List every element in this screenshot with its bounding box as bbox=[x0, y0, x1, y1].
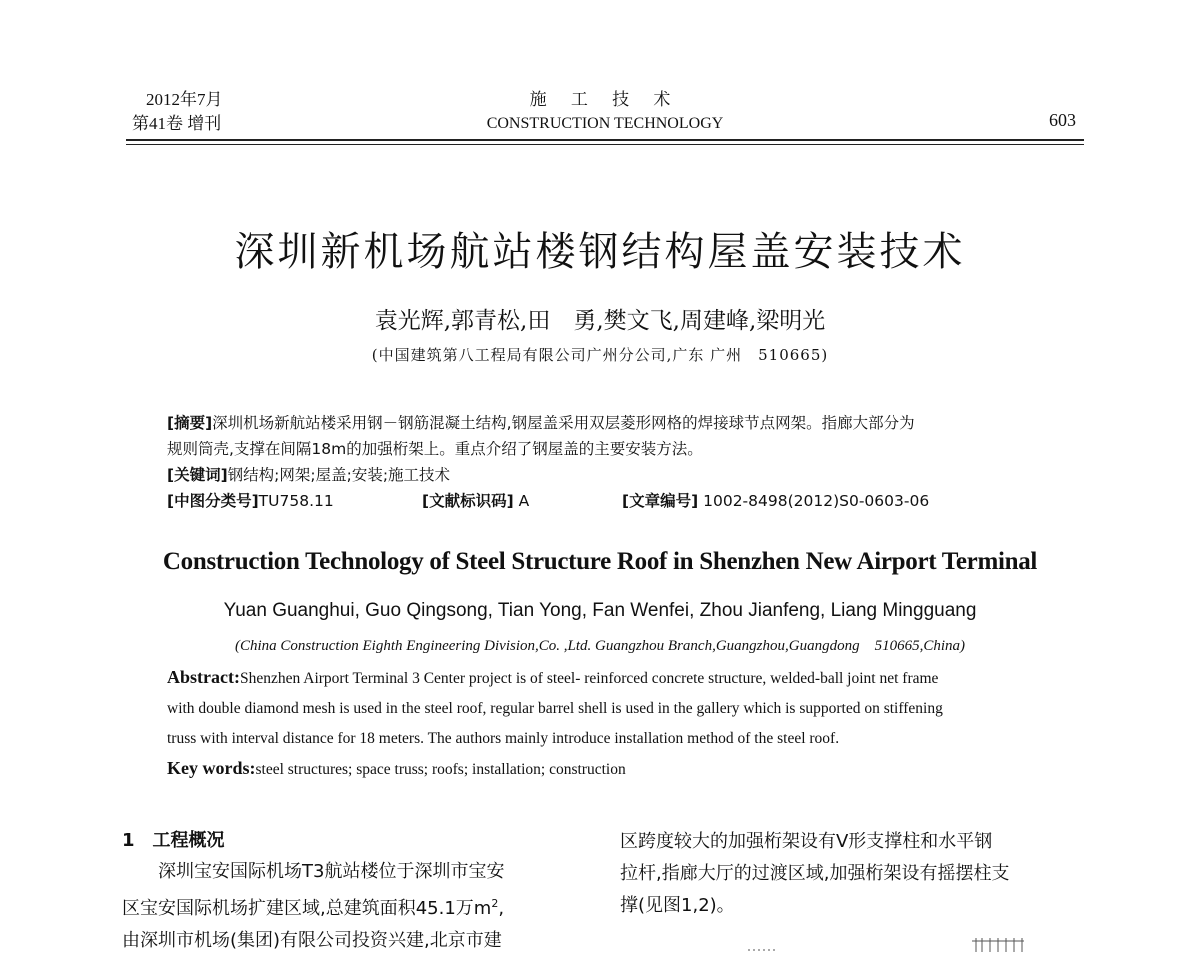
abstract-en bbox=[167, 662, 1047, 754]
doc-code-label: [文献标识码] bbox=[422, 492, 514, 510]
keywords-zh-label: [关键词] bbox=[167, 466, 228, 484]
clc-value: TU758.11 bbox=[258, 492, 334, 510]
body-left-line1: 深圳宝安国际机场T3航站楼位于深圳市宝安 bbox=[158, 861, 505, 882]
page-number: 603 bbox=[1049, 110, 1076, 130]
body-left-line2-text: 区宝安国际机场扩建区域,总建筑面积45.1万m bbox=[122, 898, 492, 919]
doc-code-value: A bbox=[518, 492, 530, 510]
body-column-right bbox=[620, 826, 1082, 922]
body-left-line3: 由深圳市机场(集团)有限公司投资兴建,北京市建 bbox=[122, 930, 502, 951]
abstract-en-label: Abstract: bbox=[167, 667, 240, 687]
running-header-left bbox=[132, 88, 223, 136]
article-id-field bbox=[622, 488, 929, 514]
classification-row bbox=[167, 488, 1067, 514]
header-rule-thick bbox=[126, 139, 1084, 141]
clc-field bbox=[167, 488, 422, 514]
body-column-left bbox=[122, 856, 582, 957]
figure-fragment bbox=[740, 932, 1080, 952]
abstract-en-line3: truss with interval distance for 18 meters. The authors mainly introduce installation method of the steel roof. bbox=[167, 730, 840, 747]
body-right-line2: 拉杆,指廊大厅的过渡区域,加强桁架设有摇摆柱支 bbox=[620, 863, 1010, 884]
body-left-line2-comma: , bbox=[498, 898, 505, 919]
journal-name-zh: 施 工 技 术 bbox=[529, 90, 681, 109]
article-id-value: 1002-8498(2012)S0-0603-06 bbox=[703, 492, 930, 510]
authors-zh: 袁光辉,郭青松,田 勇,樊文飞,周建峰,梁明光 bbox=[374, 308, 826, 334]
abstract-en-line2: with double diamond mesh is used in the steel roof, regular barrel shell is used in the gallery which is supported on stiffening bbox=[167, 700, 943, 717]
section-title: 工程概况 bbox=[152, 830, 225, 851]
abstract-zh bbox=[167, 410, 1067, 514]
issue-date: 2012年7月 bbox=[146, 90, 223, 109]
keywords-zh-text: 钢结构;网架;屋盖;安装;施工技术 bbox=[227, 466, 451, 484]
affiliation-en: (China Construction Eighth Engineering Division,Co. ,Ltd. Guangzhou Branch,Guangzhou,Guangdong 510665,China) bbox=[235, 638, 965, 654]
article-title-en: Construction Technology of Steel Structure Roof in Shenzhen New Airport Terminal bbox=[162, 548, 1038, 575]
clc-label: [中图分类号] bbox=[167, 492, 259, 510]
affiliation-zh: (中国建筑第八工程局有限公司广州分公司,广东 广州 510665) bbox=[371, 346, 829, 364]
journal-name-en: CONSTRUCTION TECHNOLOGY bbox=[486, 115, 724, 132]
keywords-en-text: steel structures; space truss; roofs; installation; construction bbox=[255, 761, 626, 778]
abstract-zh-line2: 规则筒壳,支撑在间隔18m的加强桁架上。重点介绍了钢屋盖的主要安装方法。 bbox=[167, 440, 703, 458]
keywords-en bbox=[167, 758, 1047, 779]
abstract-zh-text1: 深圳机场新航站楼采用钢－钢筋混凝土结构,钢屋盖采用双层菱形网格的焊接球节点网架。指廊大部分为 bbox=[212, 414, 915, 432]
superscript-2: 2 bbox=[491, 897, 499, 910]
journal-name bbox=[440, 88, 770, 136]
doc-code-field bbox=[422, 488, 622, 514]
header-rule-thin bbox=[126, 144, 1084, 145]
body-left-line2 bbox=[122, 888, 582, 925]
article-id-label: [文章编号] bbox=[622, 492, 699, 510]
section-number: 1 bbox=[122, 830, 135, 851]
abstract-zh-line1 bbox=[167, 410, 1067, 436]
body-right-line1: 区跨度较大的加强桁架设有V形支撑柱和水平钢 bbox=[620, 831, 993, 852]
abstract-en-line1 bbox=[167, 662, 1047, 694]
abstract-en-text1: Shenzhen Airport Terminal 3 Center project is of steel- reinforced concrete structure, welded-ball joint net frame bbox=[239, 670, 939, 687]
authors-en: Yuan Guanghui, Guo Qingsong, Tian Yong, Fan Wenfei, Zhou Jianfeng, Liang Mingguang bbox=[223, 600, 977, 621]
abstract-zh-label: [摘要] bbox=[167, 414, 213, 432]
keywords-zh bbox=[167, 462, 1067, 488]
article-title-zh: 深圳新机场航站楼钢结构屋盖安装技术 bbox=[234, 229, 966, 275]
volume-info: 第41卷 增刊 bbox=[132, 114, 222, 133]
body-right-line3: 撑(见图1,2)。 bbox=[620, 895, 735, 916]
keywords-en-label: Key words: bbox=[167, 758, 256, 778]
section-heading bbox=[122, 826, 225, 852]
